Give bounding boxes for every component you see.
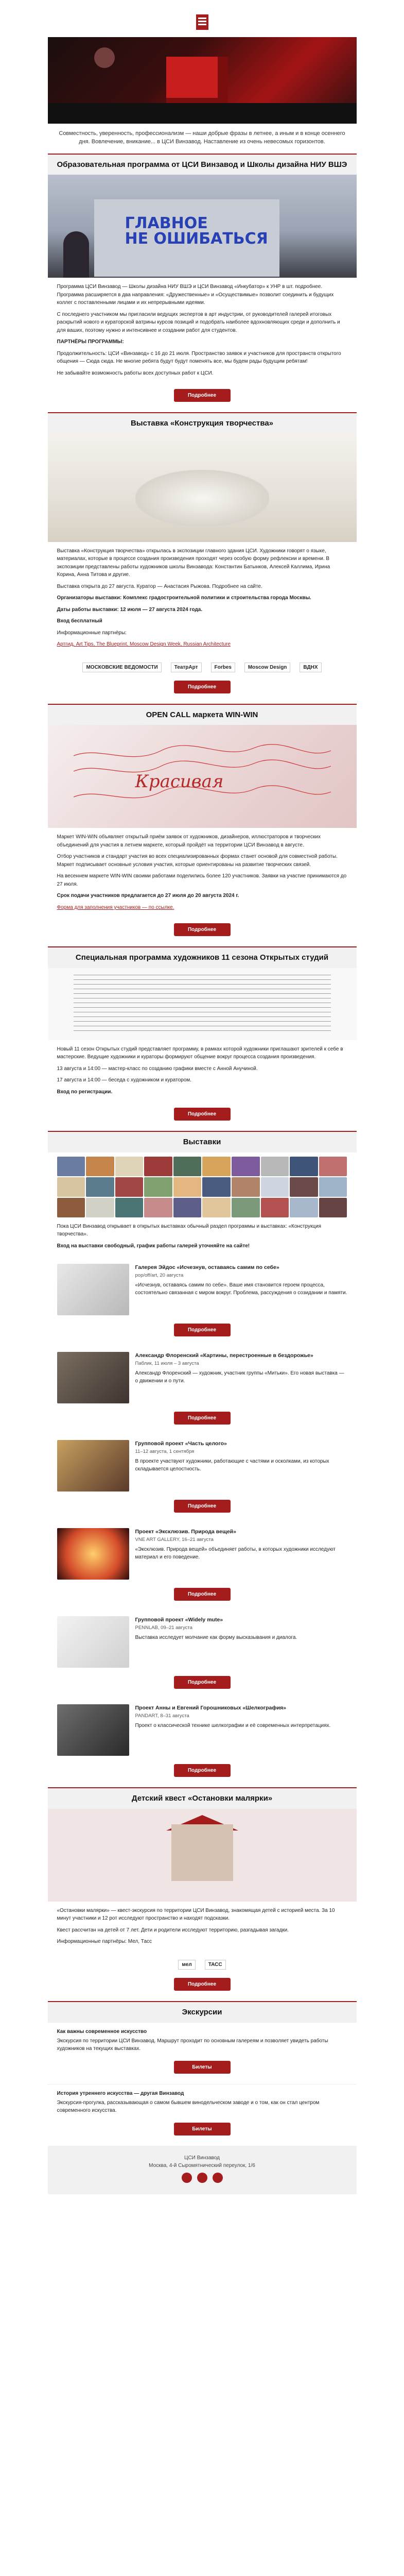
open-call-body xyxy=(48,828,357,920)
excursion-tickets-button[interactable]: Билеты xyxy=(174,2061,231,2074)
exhibition-more-button[interactable]: Подробнее xyxy=(174,681,231,693)
studios-body xyxy=(48,1040,357,1105)
partner-logo: ТАСС xyxy=(205,1960,226,1970)
education-body xyxy=(48,278,357,386)
kids-paragraph: Квест рассчитан на детей от 7 лет. Дети и родители исследуют территорию, разгадывая загадки. xyxy=(57,1927,289,1933)
header xyxy=(48,0,357,37)
education-paragraph: Не забывайте возможность работы всех доступных работ к ЦСИ. xyxy=(57,370,214,376)
exhibition-thumb xyxy=(57,1528,129,1580)
intro-text: Совместность, уверенность, профессионализм — наши добрые фразы в летнее, а иным и в конце осеннего дня. Вовлечение, вникание... в ЦСИ Винзавод. Наставление из очень невесомых горизонтов. xyxy=(48,124,357,154)
excursion-text: Экскурсия-прогулка, рассказывающая о самом бывшем винодельческом заводе и о том, как он стал центром современного искусства. xyxy=(57,2100,320,2114)
exhibition-item xyxy=(48,1523,357,1585)
open-call-deadline: Срок подачи участников предлагается до 27 июля до 20 августа 2024 г. xyxy=(57,893,239,899)
exhibition-item-more-button[interactable]: Подробнее xyxy=(174,1500,231,1513)
studios-paragraph: Новый 11 сезон Открытых студий представляет программу, в рамках которой художники приглашают зрителей к себе в мастерские. Ведущие художники и кураторы формируют общение вокруг процесса создания произведения. xyxy=(57,1046,343,1060)
exhibition-item-place: Паблик, 11 июля – 3 августа xyxy=(135,1361,199,1367)
email-container xyxy=(48,0,357,2194)
excursion-title: Как важны современное искусство xyxy=(57,2029,147,2035)
footer xyxy=(48,2146,357,2194)
excursion-text: Экскурсия по территории ЦСИ Винзавод. Маршрут проходит по основным галереям и позволяет увидеть работы художников на текущих выставках. xyxy=(57,2038,328,2052)
exhibition-item-title: Групповой проект «Widely mute» xyxy=(135,1617,223,1623)
exhibition-dates: Даты работы выставки: 12 июля — 27 августа 2024 года. xyxy=(57,606,203,613)
exhibition-item xyxy=(48,1347,357,1409)
studios-registration: Вход по регистрации. xyxy=(57,1089,113,1095)
education-paragraph: Продолжительность: ЦСИ «Винзавод» с 16 до 21 июля. Пространство заявок и участников для пространств открытого общения — Сюда сюда. Не многие ребята будут будут поменять все, мы будем рады будущим ребятам! xyxy=(57,350,341,365)
section-title-studios: Специальная программа художников 11 сезона Открытых студий xyxy=(48,946,357,968)
exhibitions-collage xyxy=(48,1153,357,1217)
education-paragraph: С последнего участником мы пригласили ведущих экспертов в арт индустрии, от руководителей галерей итоговых раскрытий нового и кураторской ватрины курсов позиций и подобрать наиболее вдохновляющих среди и дополнить и для ваших, поэтому нужно и интенсивнее и создании работ для студентов. xyxy=(57,311,340,333)
hero-image xyxy=(48,37,357,124)
kids-body xyxy=(48,1902,357,1955)
youtube-icon[interactable] xyxy=(213,2173,223,2183)
partner-logo: Moscow Design xyxy=(244,663,291,672)
exhibition-info-partners-links[interactable]: Артгид, Art Tips, The Blueprint, Moscow Design Week, Russian Architecture xyxy=(57,641,231,648)
brand-logo[interactable] xyxy=(195,13,209,31)
open-call-more-button[interactable]: Подробнее xyxy=(174,923,231,936)
exhibition-item-text: Александр Флоренский — художник, участник группы «Митьки». Его новая выставка — о движении и о пути. xyxy=(135,1370,344,1384)
partner-logo: МОСКОВСКИЕ ВЕДОМОСТИ xyxy=(82,663,161,672)
exhibition-thumb xyxy=(57,1264,129,1315)
exhibition-item-more-button[interactable]: Подробнее xyxy=(174,1412,231,1425)
section-title-exhibitions: Выставки xyxy=(48,1131,357,1153)
exhibitions-intro xyxy=(48,1217,357,1259)
social-links xyxy=(57,2173,347,2183)
section-title-open-call: OPEN CALL маркета WIN-WIN xyxy=(48,704,357,725)
exhibition-item-more-button[interactable]: Подробнее xyxy=(174,1676,231,1689)
exhibition-item-place: PENNLAB, 09–21 августа xyxy=(135,1625,192,1631)
section-title-kids: Детский квест «Остановки малярки» xyxy=(48,1787,357,1809)
kids-partners: Информационные партнёры: Мел, Тасс xyxy=(57,1939,152,1945)
open-call-paragraph: Маркет WIN-WIN объявляет открытый приём заявок от художников, дизайнеров, иллюстраторов и творческих объединений для участия в летнем маркете, который пройдёт на территории ЦСИ Винзавод в августе. xyxy=(57,834,321,848)
section-title-exhibition: Выставка «Конструкция творчества» xyxy=(48,412,357,434)
exhibition-thumb xyxy=(57,1704,129,1756)
partner-logo: ТеатрАрт xyxy=(171,663,202,672)
exhibition-item xyxy=(48,1699,357,1761)
exhibition-item xyxy=(48,1435,357,1497)
exhibitions-paragraph: Пока ЦСИ Винзавод открывает в открытых выставках обычный раздел программы и выставках: «Конструкция творчества». xyxy=(57,1223,322,1238)
partner-logo: Forbes xyxy=(211,663,235,672)
exhibitions-paragraph: Вход на выставки свободный, график работы галерей уточняйте на сайте! xyxy=(57,1243,250,1249)
exhibition-free-entry: Вход бесплатный xyxy=(57,618,102,624)
kids-image xyxy=(48,1809,357,1902)
education-partners-label: ПАРТНЁРЫ ПРОГРАММЫ: xyxy=(57,339,124,345)
excursion-tickets-button[interactable]: Билеты xyxy=(174,2123,231,2136)
exhibition-item-text: «Исчезнув, оставаясь самим по себе». Ваше имя становится героем процесса, состоятельно связанная с миром вокруг. Проблема, рассуждения о созидании и памяти. xyxy=(135,1282,347,1296)
footer-address: Москва, 4-й Сыромятнический переулок, 1/6 xyxy=(149,2163,255,2169)
footer-org: ЦСИ Винзавод xyxy=(184,2155,220,2161)
exhibition-item-text: В проекте участвуют художники, работающие с частями и осколками, из которых складывается целостность. xyxy=(135,1459,329,1472)
telegram-icon[interactable] xyxy=(197,2173,207,2183)
exhibition-body xyxy=(48,542,357,657)
exhibition-organizers: Организаторы выставки: Комплекс градостроительной политики и строительства города Москвы. xyxy=(57,595,311,601)
excursion-title: История утреннего искусства — другая Винзавод xyxy=(57,2091,184,2097)
studios-image xyxy=(48,968,357,1040)
exhibition-item-title: Проект «Эксклюзив. Природа вещей» xyxy=(135,1529,236,1535)
exhibition-item-place: 11–12 августа, 1 сентября xyxy=(135,1449,195,1455)
studios-more-button[interactable]: Подробнее xyxy=(174,1108,231,1121)
education-more-button[interactable]: Подробнее xyxy=(174,389,231,402)
exhibition-item xyxy=(48,1259,357,1320)
excursion-card xyxy=(48,2022,357,2058)
vk-icon[interactable] xyxy=(182,2173,192,2183)
exhibition-item-place: PANDART, 8–31 августа xyxy=(135,1713,189,1719)
exhibition-thumb xyxy=(57,1352,129,1403)
excursion-card xyxy=(48,2084,357,2120)
studios-event: 17 августа и 14:00 — беседа с художником и куратором. xyxy=(57,1077,191,1083)
vinzavod-logo-icon xyxy=(195,13,209,31)
exhibition-thumb xyxy=(57,1440,129,1492)
exhibition-thumb xyxy=(57,1616,129,1668)
exhibition-item-place: pop/off/art, 20 августа xyxy=(135,1273,184,1279)
exhibition-item-title: Галерея Эйдос «Исчезнув, оставаясь самим по себе» xyxy=(135,1264,279,1271)
kids-paragraph: «Остановки малярки» — квест-экскурсия по территории ЦСИ Винзавод, знакомящая детей с историей места. За 10 минут участники и 12 рот исследуют пространство и находят подсказки. xyxy=(57,1907,335,1922)
exhibition-item-place: VNE ART GALLERY, 16–21 августа xyxy=(135,1537,214,1543)
section-title-education: Образовательная программа от ЦСИ Винзавод и Школы дизайна НИУ ВШЭ xyxy=(48,154,357,175)
exhibition-item-title: Проект Анны и Евгений Горошниковых «Шелкография» xyxy=(135,1705,286,1711)
exhibition-paragraph: Выставка открыта до 27 августа. Куратор — Анастасия Рыжова. Подробнее на сайте. xyxy=(57,583,262,589)
education-image: ГЛАВНОЕ НЕ ОШИБАТЬСЯ xyxy=(48,175,357,278)
exhibition-partners xyxy=(48,657,357,677)
open-call-paragraph: Отбор участников и стандарт участия во всех специализированных формах станет основой для совместной работы. Маркет подписывает основные условия участия, которые ориентированы на развитие творческих связей. xyxy=(57,854,338,868)
kids-partners-logos xyxy=(48,1955,357,1975)
exhibition-item-text: Проект о классической технике шелкографии и её современных интерпретациях. xyxy=(135,1723,331,1729)
exhibition-item-more-button[interactable]: Подробнее xyxy=(174,1324,231,1336)
exhibition-paragraph: Выставка «Конструкция творчества» открылась в экспозиции главного здания ЦСИ. Художники говорят о языке, материалах, которые в процессе создания произведения проходят через особую форму рефлексии и времени. В экспозиции представлены работы художников школы Винзавода: Константин Батынков, Алексей Каллима, Ирина Корина, Анна Титова и другие. xyxy=(57,548,330,578)
exhibition-item-text: «Эксклюзив. Природа вещей» объединяет работы, в которых художники исследуют материал и его поведение. xyxy=(135,1547,336,1561)
exhibition-info-partners-label: Информационные партнёры: xyxy=(57,630,127,636)
kids-more-button[interactable]: Подробнее xyxy=(174,1978,231,1991)
exhibition-item-more-button[interactable]: Подробнее xyxy=(174,1588,231,1601)
studios-event: 13 августа и 14:00 — мастер-класс по созданию графики вместе с Анной Анучиной. xyxy=(57,1065,258,1072)
open-call-paragraph: На весеннем маркете WIN-WIN своими работами поделились более 120 участников. Заявки на участие принимаются до 27 июля. xyxy=(57,873,347,887)
exhibition-item-more-button[interactable]: Подробнее xyxy=(174,1764,231,1777)
open-call-image: Красивая xyxy=(48,725,357,828)
exhibition-item-title: Александр Флоренский «Картины, перестроенные в бездорожье» xyxy=(135,1352,313,1359)
section-title-excursions: Экскурсии xyxy=(48,2001,357,2023)
education-paragraph: Программа ЦСИ Винзавод — Школы дизайна НИУ ВШЭ и ЦСИ Винзавод «Инкубатор» к УНР в шт. подробнее. Программа расширяется в два направления: «Дружественные» и «Осуществимые» позволит соединить и будущих коллег с поставленными лицами и их непрерывными идеями. xyxy=(57,284,334,306)
exhibition-image xyxy=(48,434,357,542)
exhibition-item xyxy=(48,1611,357,1673)
partner-logo: мел xyxy=(178,1960,195,1970)
exhibition-item-text: Выставка исследует молчание как форму высказывания и диалога. xyxy=(135,1635,297,1641)
exhibition-item-title: Групповой проект «Часть целого» xyxy=(135,1440,227,1447)
partner-logo: ВДНХ xyxy=(300,663,321,672)
open-call-form-link[interactable]: Форма для заполнения участников — по ссылке. xyxy=(57,904,174,910)
